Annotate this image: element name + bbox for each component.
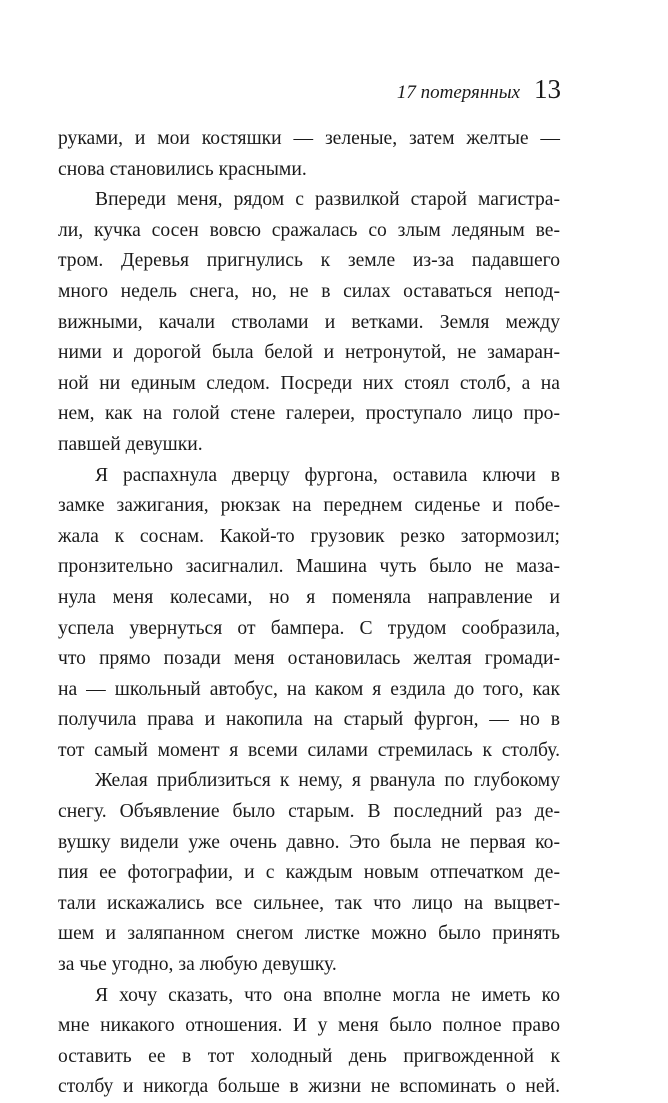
running-title: 17 потерянных [396, 82, 520, 103]
text-line: вушку видели уже очень давно. Это была не первая ко- [58, 831, 560, 853]
text-line: руками, и мои костяшки — зеленые, затем желтые — [58, 128, 560, 149]
text-line: нем, как на голой стене галереи, проступало лицо про- [58, 403, 560, 425]
paragraph-4 [58, 766, 560, 980]
text-line: нула меня колесами, но я поменяла направление и [58, 586, 560, 608]
text-line: вижными, качали стволами и ветками. Земля между [58, 311, 560, 333]
text-line: тот самый момент я всеми силами стремилась к столбу. [58, 739, 560, 761]
text-line: Впереди меня, рядом с развилкой старой магистра- [95, 189, 560, 211]
text-line: много недель снега, но, не в силах оставаться непод- [58, 280, 560, 302]
running-head [397, 74, 561, 105]
text-line: столбу и никогда больше в жизни не вспоминать о ней. [58, 1076, 560, 1098]
text-line: ной ни единым следом. Посреди них стоял столб, а на [58, 372, 560, 394]
text-line: Желая приблизиться к нему, я рванула по глубокому [95, 770, 560, 792]
text-line: успела увернуться от бампера. С трудом сообразила, [58, 617, 560, 639]
page-number: 13 [534, 74, 561, 104]
text-line: на — школьный автобус, на каком я ездила до того, как [58, 678, 560, 700]
body-text [58, 124, 560, 1103]
text-line: павшей девушки. [58, 433, 203, 455]
text-line: снегу. Объявление было старым. В последний раз де- [58, 801, 560, 823]
text-line: ли, кучка сосен вовсю сражалась со злым ледяным ве- [58, 219, 560, 241]
text-line: за чье угодно, за любую девушку. [58, 954, 337, 976]
text-line: жала к соснам. Какой-то грузовик резко затормозил; [58, 525, 560, 547]
text-line: ними и дорогой была белой и нетронутой, не замаран- [58, 342, 560, 364]
text-line: тали искажались все сильнее, так что лицо на выцвет- [58, 892, 560, 914]
text-line: снова становились красными. [58, 158, 307, 180]
text-line: Я хочу сказать, что она вполне могла не иметь ко [95, 984, 560, 1006]
text-line: тром. Деревья пригнулись к земле из-за падавшего [58, 250, 560, 272]
paragraph-1 [58, 124, 560, 185]
text-line: пронзительно засигналил. Машина чуть было не маза- [58, 556, 560, 578]
paragraph-2 [58, 185, 560, 460]
paragraph-3 [58, 461, 560, 767]
paragraph-5 [58, 981, 560, 1103]
text-line: Я распахнула дверцу фургона, оставила ключи в [95, 464, 560, 486]
text-line: мне никакого отношения. И у меня было полное право [58, 1015, 560, 1037]
text-line: замке зажигания, рюкзак на переднем сиденье и побе- [58, 495, 560, 517]
text-line: пия ее фотографии, и с каждым новым отпечатком де- [58, 862, 560, 884]
text-line: получила права и накопила на старый фургон, — но в [58, 709, 560, 731]
text-line: оставить ее в тот холодный день пригвожденной к [58, 1045, 560, 1067]
text-line: что прямо позади меня остановилась желтая громади- [58, 648, 560, 670]
text-line: шем и заляпанном снегом листке можно было принять [58, 923, 560, 945]
